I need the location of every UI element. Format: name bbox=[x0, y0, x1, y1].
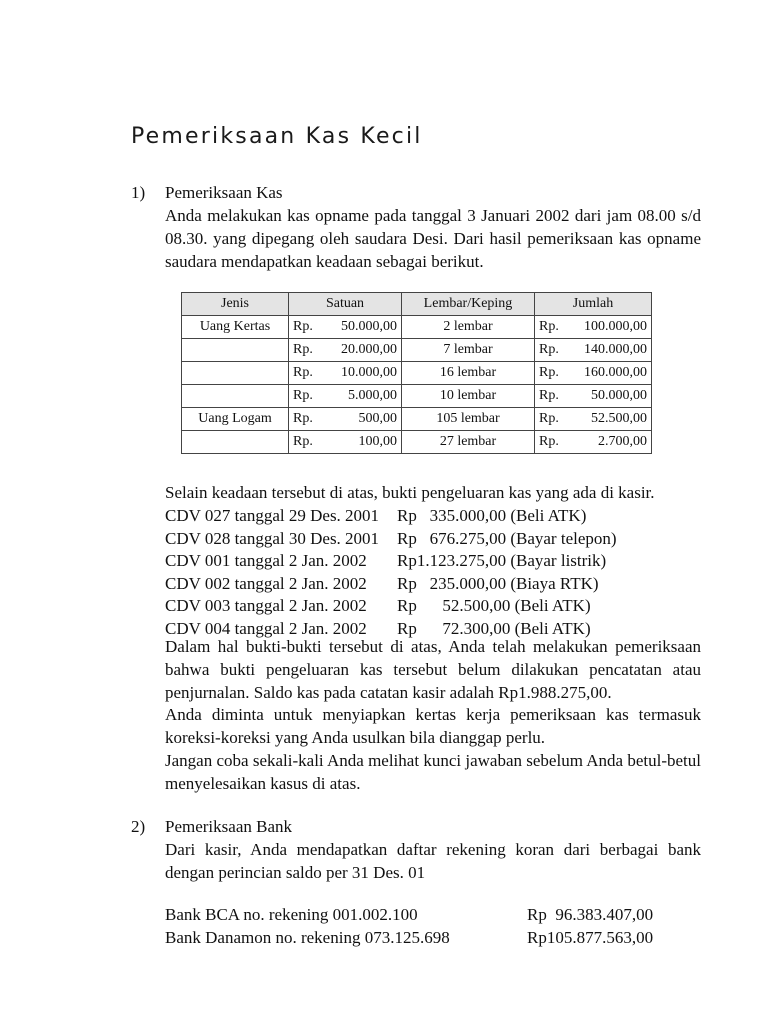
table-row bbox=[182, 316, 652, 339]
table-row bbox=[182, 362, 652, 385]
cell-jenis bbox=[182, 385, 289, 408]
cell-jumlah-value: 160.000,00 bbox=[584, 365, 647, 380]
cdv-amount: Rp 72.300,00 (Beli ATK) bbox=[397, 618, 591, 638]
cell-satuan bbox=[289, 339, 402, 362]
cell-lembar: 105 lembar bbox=[402, 408, 535, 431]
cdv-label: CDV 004 tanggal 2 Jan. 2002 bbox=[165, 618, 367, 638]
cdv-label: CDV 003 tanggal 2 Jan. 2002 bbox=[165, 596, 367, 615]
cdv-label: CDV 002 tanggal 2 Jan. 2002 bbox=[165, 573, 367, 593]
cell-jumlah bbox=[535, 362, 652, 385]
header-satuan: Satuan bbox=[289, 293, 402, 316]
cell-satuan-currency: Rp. bbox=[293, 342, 313, 357]
paragraph-kunci-jawaban: Jangan coba sekali-kali Anda melihat kunci jawaban sebelum Anda betul-betul menyelesaikan kasus di atas. bbox=[165, 750, 701, 793]
cdv-amount: Rp 235.000,00 (Biaya RTK) bbox=[397, 573, 599, 593]
cell-jumlah-currency: Rp. bbox=[539, 342, 559, 357]
section-1-intro bbox=[165, 205, 701, 273]
bank-account-name: Bank Danamon no. rekening 073.125.698 bbox=[165, 928, 450, 947]
cell-satuan-currency: Rp. bbox=[293, 411, 313, 426]
cdv-amount: Rp 676.275,00 (Bayar telepon) bbox=[397, 528, 617, 548]
bank-balance: Rp105.877.563,00 bbox=[527, 928, 654, 947]
cdv-entry bbox=[165, 595, 591, 618]
cell-satuan-value: 50.000,00 bbox=[341, 319, 397, 334]
cell-jumlah-value: 50.000,00 bbox=[591, 388, 647, 403]
table-row bbox=[182, 339, 652, 362]
cell-satuan bbox=[289, 316, 402, 339]
cdv-amount: Rp1.123.275,00 (Bayar listrik) bbox=[397, 551, 607, 570]
cell-jenis bbox=[182, 431, 289, 454]
cell-jumlah bbox=[535, 431, 652, 454]
bank-balance: Rp 96.383.407,00 bbox=[527, 905, 654, 924]
cell-jumlah-currency: Rp. bbox=[539, 319, 559, 334]
section-1-heading: Pemeriksaan Kas bbox=[165, 183, 283, 202]
cdv-entry bbox=[165, 528, 617, 551]
cdv-amount: Rp 335.000,00 (Beli ATK) bbox=[397, 506, 587, 525]
cell-satuan-value: 100,00 bbox=[358, 434, 397, 449]
cdv-entry bbox=[165, 550, 606, 573]
cell-jumlah-currency: Rp. bbox=[539, 365, 559, 380]
cell-jumlah-value: 2.700,00 bbox=[598, 434, 647, 449]
cell-satuan-value: 500,00 bbox=[358, 411, 397, 426]
cell-satuan-currency: Rp. bbox=[293, 319, 313, 334]
cell-lembar: 2 lembar bbox=[402, 316, 535, 339]
after-table-text: Selain keadaan tersebut di atas, bukti pengeluaran kas yang ada di kasir. bbox=[165, 483, 655, 502]
header-jumlah: Jumlah bbox=[535, 293, 652, 316]
cell-jumlah-value: 52.500,00 bbox=[591, 411, 647, 426]
cell-jumlah bbox=[535, 316, 652, 339]
cell-lembar: 27 lembar bbox=[402, 431, 535, 454]
section-2-number: 2) bbox=[131, 817, 146, 836]
cell-satuan-currency: Rp. bbox=[293, 434, 313, 449]
section-2-heading: Pemeriksaan Bank bbox=[165, 817, 292, 836]
cell-satuan-value: 10.000,00 bbox=[341, 365, 397, 380]
table-row bbox=[182, 408, 652, 431]
cell-jumlah-currency: Rp. bbox=[539, 434, 559, 449]
cell-satuan-value: 20.000,00 bbox=[341, 342, 397, 357]
cdv-label: CDV 027 tanggal 29 Des. 2001 bbox=[165, 506, 380, 525]
section-1-number: 1) bbox=[131, 183, 146, 202]
table-row bbox=[182, 431, 652, 454]
cell-jumlah-value: 100.000,00 bbox=[584, 319, 647, 334]
cash-count-table bbox=[181, 292, 652, 454]
cell-jumlah-currency: Rp. bbox=[539, 411, 559, 426]
cell-satuan bbox=[289, 362, 402, 385]
cell-satuan-currency: Rp. bbox=[293, 365, 313, 380]
cell-satuan-value: 5.000,00 bbox=[348, 388, 397, 403]
paragraph-pencatatan: Dalam hal bukti-bukti tersebut di atas, Anda telah melakukan pemeriksaan bahwa bukti pengeluaran kas tersebut belum dilakukan pencatatan atau penjurnalan. Saldo kas pada catatan kasir adalah Rp1.988.275,00. bbox=[165, 637, 701, 702]
table-row bbox=[182, 385, 652, 408]
cdv-label: CDV 028 tanggal 30 Des. 2001 bbox=[165, 528, 380, 548]
section-1-intro-text: Anda melakukan kas opname pada tanggal 3 Januari 2002 dari jam 08.00 s/d 08.30. yang dipegang oleh saudara Desi. Dari hasil pemeriksaan kas opname saudara mendapatkan keadaan sebagai berikut. bbox=[165, 206, 701, 271]
cell-jenis: Uang Kertas bbox=[182, 316, 289, 339]
cell-jumlah bbox=[535, 408, 652, 431]
cell-jenis: Uang Logam bbox=[182, 408, 289, 431]
cell-jenis bbox=[182, 339, 289, 362]
cell-jumlah bbox=[535, 385, 652, 408]
bank-account-name: Bank BCA no. rekening 001.002.100 bbox=[165, 905, 418, 924]
cell-satuan bbox=[289, 385, 402, 408]
section-2-intro-text: Dari kasir, Anda mendapatkan daftar rekening koran dari berbagai bank dengan perincian saldo per 31 Des. 01 bbox=[165, 840, 701, 882]
table-header-row bbox=[182, 293, 652, 316]
cdv-entry bbox=[165, 573, 599, 596]
cell-satuan bbox=[289, 408, 402, 431]
cell-jumlah-currency: Rp. bbox=[539, 388, 559, 403]
cell-jumlah bbox=[535, 339, 652, 362]
cell-lembar: 10 lembar bbox=[402, 385, 535, 408]
cdv-amount: Rp 52.500,00 (Beli ATK) bbox=[397, 596, 591, 615]
cdv-entry bbox=[165, 505, 586, 528]
cell-satuan bbox=[289, 431, 402, 454]
cell-lembar: 7 lembar bbox=[402, 339, 535, 362]
paragraph-kertas-kerja: Anda diminta untuk menyiapkan kertas kerja pemeriksaan kas termasuk koreksi-koreksi yang Anda usulkan bila dianggap perlu. bbox=[165, 705, 701, 748]
cdv-label: CDV 001 tanggal 2 Jan. 2002 bbox=[165, 551, 367, 570]
bank-entry bbox=[165, 904, 653, 927]
page-title: Pemeriksaan Kas Kecil bbox=[131, 124, 423, 149]
bank-entry bbox=[165, 927, 653, 950]
section-1-paragraphs bbox=[165, 636, 701, 796]
cell-satuan-currency: Rp. bbox=[293, 388, 313, 403]
cell-jumlah-value: 140.000,00 bbox=[584, 342, 647, 357]
section-2-intro bbox=[165, 839, 701, 885]
cell-lembar: 16 lembar bbox=[402, 362, 535, 385]
header-lembar: Lembar/Keping bbox=[402, 293, 535, 316]
header-jenis: Jenis bbox=[182, 293, 289, 316]
cell-jenis bbox=[182, 362, 289, 385]
